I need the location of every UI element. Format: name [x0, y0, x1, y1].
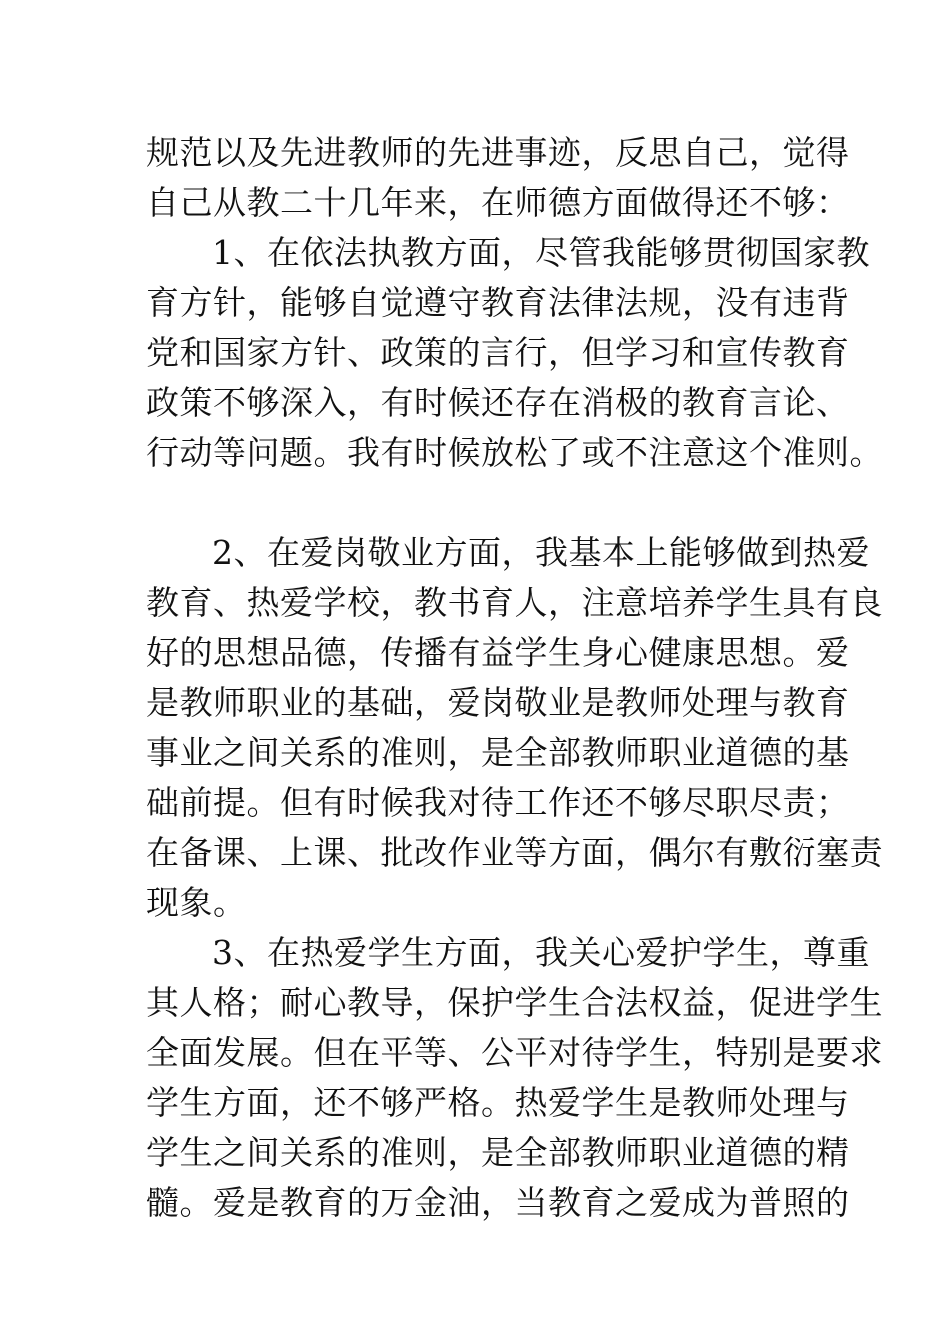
text-line: 好的思想品德，传播有益学生身心健康思想。爱 [146, 633, 850, 672]
text-line: 事业之间关系的准则，是全部教师职业道德的基 [146, 733, 850, 772]
text-line: 是教师职业的基础，爱岗敬业是教师处理与教育 [146, 683, 850, 722]
text-line: 育方针，能够自觉遵守教育法律法规，没有违背 [146, 283, 850, 322]
text-line: 全面发展。但在平等、公平对待学生，特别是要求 [146, 1033, 883, 1072]
text-line: 在备课、上课、批改作业等方面，偶尔有敷衍塞责 [146, 833, 883, 872]
text-line: 学生方面，还不够严格。热爱学生是教师处理与 [146, 1083, 850, 1122]
text-line: 础前提。但有时候我对待工作还不够尽职尽责； [146, 783, 850, 822]
text-line: 自己从教二十几年来，在师德方面做得还不够： [146, 183, 850, 222]
text-line: 行动等问题。我有时候放松了或不注意这个准则。 [146, 433, 883, 472]
text-line: 政策不够深入，有时候还存在消极的教育言论、 [146, 383, 850, 422]
text-line: 髓。爱是教育的万金油，当教育之爱成为普照的 [146, 1183, 850, 1222]
paragraph-3-start: 3、在热爱学生方面，我关心爱护学生，尊重 [212, 933, 870, 972]
text-line: 党和国家方针、政策的言行，但学习和宣传教育 [146, 333, 850, 372]
text-line: 教育、热爱学校，教书育人，注意培养学生具有良 [146, 583, 883, 622]
text-line: 学生之间关系的准则，是全部教师职业道德的精 [146, 1133, 850, 1172]
paragraph-2-start: 2、在爱岗敬业方面，我基本上能够做到热爱 [212, 533, 870, 572]
paragraph-1-start: 1、在依法执教方面，尽管我能够贯彻国家教 [212, 233, 870, 272]
text-line: 其人格；耐心教导，保护学生合法权益，促进学生 [146, 983, 883, 1022]
text-line: 现象。 [146, 883, 247, 922]
text-line: 规范以及先进教师的先进事迹，反思自己，觉得 [146, 133, 850, 172]
